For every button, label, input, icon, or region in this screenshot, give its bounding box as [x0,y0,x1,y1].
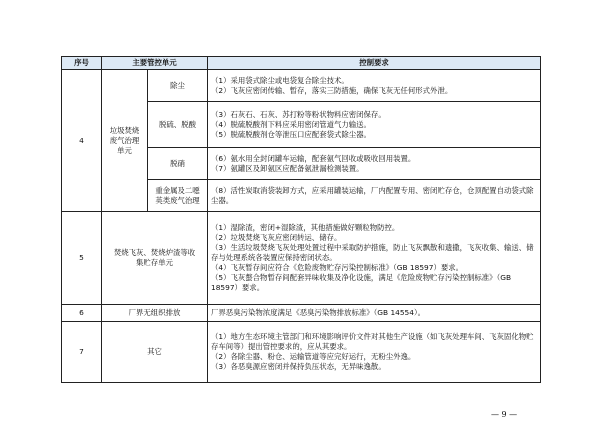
requirement-item: （6）氨水用全封闭罐车运输，配套氨气回收或吸收回用装置。 [211,153,416,163]
requirements-other [208,322,541,383]
requirement-item: （8）活性炭取消袋装卸方式，应采用罐装运输，厂内配置专用、密闭贮存仓，仓顶配置自动袋式除尘器。 [211,185,534,205]
requirement-item: （3）石灰石、石灰、苏打粉等粉状物料应密闭保存。 [211,109,386,119]
row-6-number: 6 [62,305,102,322]
row-4-unit: 垃圾焚烧废气治理单元 [102,70,148,212]
requirements-boundary-emission [208,305,541,322]
requirement-item: （3）生活垃圾焚烧飞灰处理处置过程中采取防护措施，防止飞灰飘散和遗撒，飞灰收集、输送、储存与处理系统各装置应保持密闭状态。 [211,243,534,262]
requirement-item: （5）脱硫脱酸剂仓等泄压口应配套袋式除尘器。 [211,129,371,139]
header-control-requirements: 控制要求 [208,57,541,70]
requirements-denitration [208,148,541,180]
requirements-desulfurization [208,102,541,148]
requirement-item: （1）采用袋式除尘或电袋复合除尘技术。 [211,75,349,85]
page-number: — 9 — [491,410,518,419]
requirement-item: （4）飞灰暂存间应符合《危险废物贮存污染控制标准》（GB 18597）要求。 [211,263,464,272]
row-5-unit: 焚烧飞灰、焚烧炉渣等收集贮存单元 [102,212,208,305]
table-row [62,70,541,102]
requirement-item: （4）脱硫脱酸剂下料应采用密闭管道气力输送。 [211,119,371,129]
row-7-number: 7 [62,322,102,383]
requirement-item: （1）湿除渣，密闭+湿除渣，其他措施做好颗粒物防控。 [211,223,400,232]
requirement-item: （3）各恶臭源应密闭并保持负压状态，无异味逸散。 [211,362,386,371]
sub-unit-desulfurization: 脱硫、脱酸 [148,102,208,148]
requirements-fly-ash-storage [208,212,541,305]
table-header-row [62,57,541,70]
requirement-item: （2）垃圾焚烧飞灰应密闭转运、储存。 [211,233,342,242]
sub-unit-heavy-metal-dioxin: 重金属及二噁英类废气治理 [148,180,208,212]
requirement-item: 厂界恶臭污染物浓度满足《恶臭污染物排放标准》（GB 14554）。 [211,308,426,317]
requirements-dust-removal [208,70,541,102]
header-main-control-unit: 主要管控单元 [102,57,208,70]
row-4-number: 4 [62,70,102,212]
row-6-unit: 厂界无组织排放 [102,305,208,322]
requirement-item: （2）各除尘器、粉仓、运输管道等应完好运行，无粉尘外逸。 [211,352,416,361]
row-5-number: 5 [62,212,102,305]
sub-unit-dust-removal: 除尘 [148,70,208,102]
requirements-heavy-metal-dioxin [208,180,541,212]
sub-unit-denitration: 脱硝 [148,148,208,180]
table-row [62,322,541,383]
requirement-item: （7）氨罐区及卸氨区应配备氨泄漏检测装置。 [211,163,364,173]
control-requirements-table [61,56,541,383]
requirement-item: （2）飞灰应密闭传输、暂存，落实三防措施，确保飞灰无任何形式外泄。 [211,85,453,95]
header-serial-number: 序号 [62,57,102,70]
requirement-item: （1）地方生态环境主管部门和环境影响评价文件对其他生产设施（如飞灰处理车间、飞灰固化物贮存车间等）提出管控要求的，应从其要求。 [211,332,534,351]
table-row [62,212,541,305]
row-7-unit: 其它 [102,322,208,383]
table-row [62,305,541,322]
requirement-item: （5）飞灰螯合物暂存间配套异味收集及净化设施，满足《危险废物贮存污染控制标准》（GB 18597）要求。 [211,273,512,292]
